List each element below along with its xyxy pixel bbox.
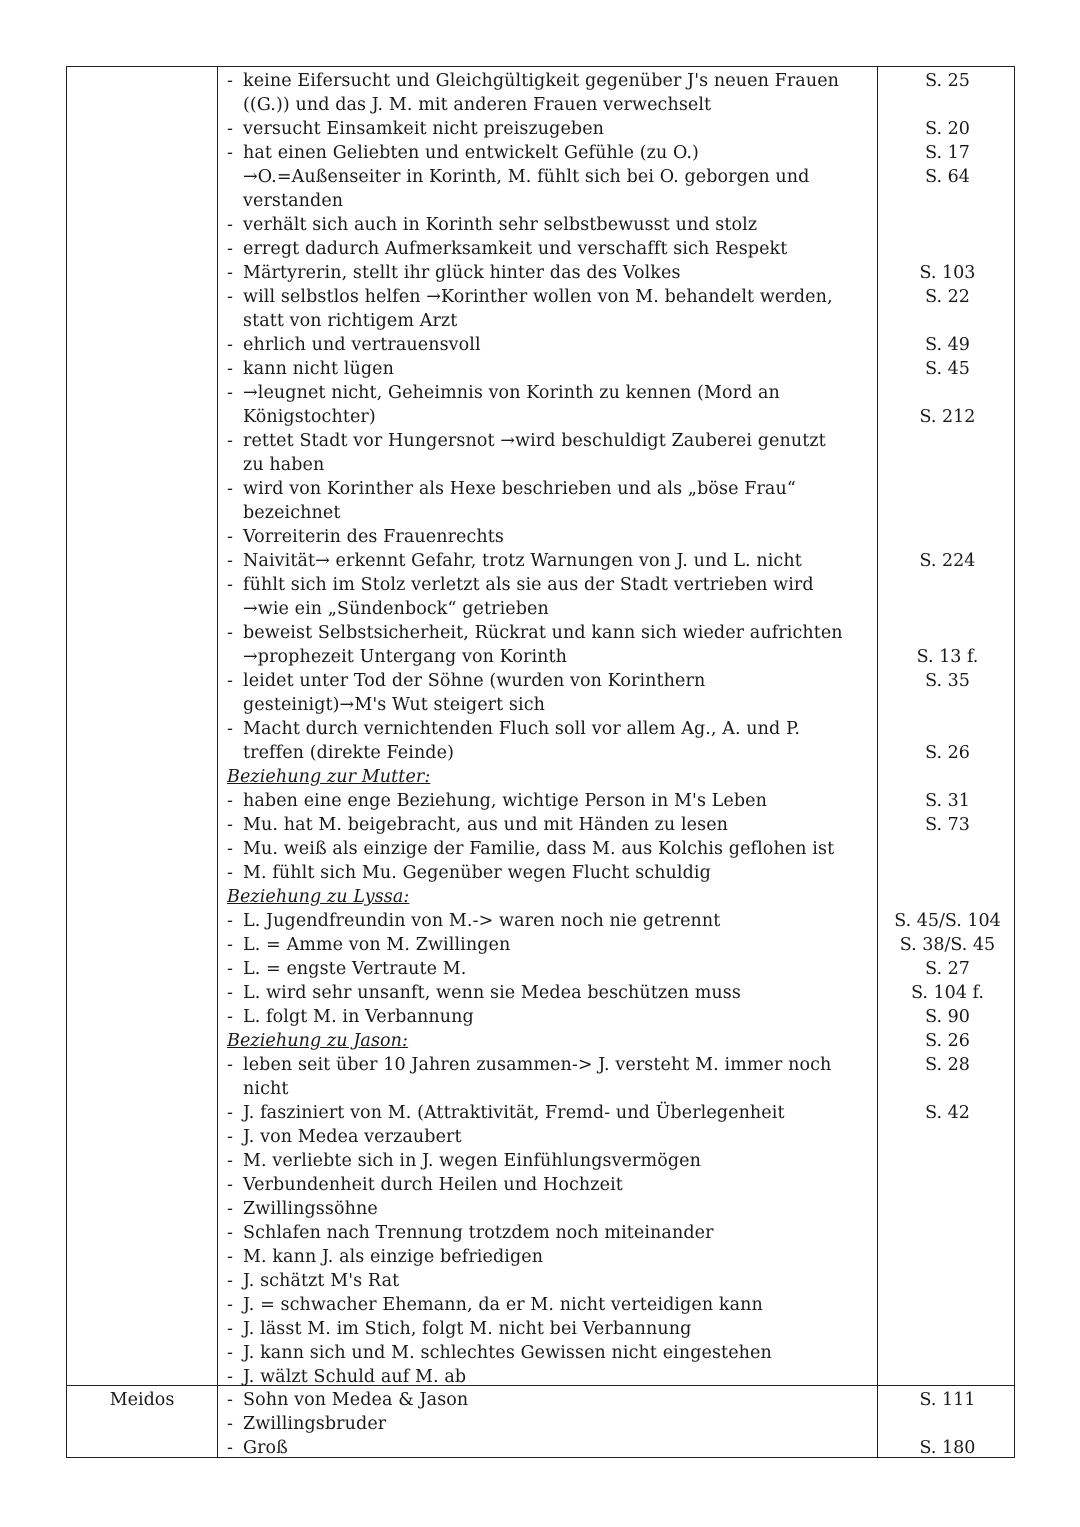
list-item <box>227 429 877 477</box>
list-item-line: M. kann J. als einzige befriedigen <box>243 1247 544 1267</box>
page-ref: S. 22 <box>925 287 970 307</box>
page-ref <box>879 237 1016 261</box>
list-item <box>227 1125 877 1149</box>
bullet-dash: - <box>227 479 234 499</box>
bullet-dash: - <box>227 239 234 259</box>
page-ref: S. 111 <box>919 1390 976 1410</box>
list-item-line: J. kann sich und M. schlechtes Gewissen nicht eingestehen <box>243 1343 772 1363</box>
row-1-notes <box>227 69 877 1389</box>
bullet-dash: - <box>227 1271 234 1291</box>
list-item <box>227 1269 877 1293</box>
page-ref: S. 27 <box>925 959 970 979</box>
list-item-line: beweist Selbstsicherheit, Rückrat und kann sich wieder aufrichten <box>243 623 843 643</box>
bullet-dash: - <box>227 1103 234 1123</box>
list-item <box>227 813 877 837</box>
list-item-line: Mu. weiß als einzige der Familie, dass M. aus Kolchis geflohen ist <box>243 839 835 859</box>
list-item <box>227 1149 877 1173</box>
list-item-line: keine Eifersucht und Gleichgültigkeit gegenüber J's neuen Frauen <box>243 71 840 91</box>
page-ref <box>879 477 1016 501</box>
section-heading: Beziehung zur Mutter: <box>227 767 431 787</box>
list-item <box>227 1245 877 1269</box>
page-ref: S. 212 <box>919 407 976 427</box>
list-item-line: J. fasziniert von M. (Attraktivität, Fremd- und Überlegenheit <box>243 1103 785 1123</box>
list-item <box>227 909 877 933</box>
list-item-line: Vorreiterin des Frauenrechts <box>243 527 504 547</box>
list-item-line: bezeichnet <box>243 503 341 523</box>
list-item <box>227 381 877 429</box>
page-ref <box>879 693 1016 717</box>
list-item-line: →O.=Außenseiter in Korinth, M. fühlt sich bei O. geborgen und <box>243 167 810 187</box>
page-ref: S. 103 <box>919 263 976 283</box>
bullet-dash: - <box>227 71 234 91</box>
list-item-line: leidet unter Tod der Söhne (wurden von Korinthern <box>243 671 706 691</box>
page-ref <box>879 885 1016 909</box>
list-item-line: Zwillingsbruder <box>243 1414 387 1434</box>
bullet-dash: - <box>227 983 234 1003</box>
bullet-dash: - <box>227 863 234 883</box>
page-ref: S. 25 <box>925 71 970 91</box>
page-ref <box>879 1077 1016 1101</box>
list-item-line: →wie ein „Sündenbock“ getrieben <box>243 599 549 619</box>
bullet-dash: - <box>227 1438 234 1458</box>
bullet-dash: - <box>227 623 234 643</box>
list-item <box>227 237 877 261</box>
bullet-dash: - <box>227 1343 234 1363</box>
page-ref: S. 17 <box>925 143 970 163</box>
list-item-line: rettet Stadt vor Hungersnot →wird beschuldigt Zauberei genutzt <box>243 431 826 451</box>
bullet-dash: - <box>227 1247 234 1267</box>
bullet-dash: - <box>227 143 234 163</box>
page-ref: S. 180 <box>919 1438 976 1458</box>
page-ref: S. 28 <box>925 1055 970 1075</box>
list-item <box>227 933 877 957</box>
bullet-dash: - <box>227 671 234 691</box>
section-heading: Beziehung zu Lyssa: <box>227 887 410 907</box>
list-item-line: Naivität→ erkennt Gefahr, trotz Warnungen von J. und L. nicht <box>243 551 802 571</box>
list-item-line: Macht durch vernichtenden Fluch soll vor allem Ag., A. und P. <box>243 719 800 739</box>
bullet-dash: - <box>227 1223 234 1243</box>
list-item <box>227 1221 877 1245</box>
list-item <box>227 837 877 861</box>
bullet-dash: - <box>227 119 234 139</box>
list-item <box>227 957 877 981</box>
list-item-line: Zwillingssöhne <box>243 1199 378 1219</box>
bullet-dash: - <box>227 551 234 571</box>
list-item-line: leben seit über 10 Jahren zusammen-> J. versteht M. immer noch <box>243 1055 832 1075</box>
list-item <box>227 333 877 357</box>
page-ref <box>879 93 1016 117</box>
list-item <box>227 1365 877 1389</box>
list-item-line: →leugnet nicht, Geheimnis von Korinth zu kennen (Mord an <box>243 383 780 403</box>
list-item-line: L. folgt M. in Verbannung <box>243 1007 474 1027</box>
bullet-dash: - <box>227 335 234 355</box>
page-ref <box>879 1412 1016 1436</box>
page-ref <box>879 189 1016 213</box>
list-item <box>227 1317 877 1341</box>
list-item-line: zu haben <box>243 455 325 475</box>
page-ref <box>879 573 1016 597</box>
page-ref: S. 45 <box>925 359 970 379</box>
list-item-line: ehrlich und vertrauensvoll <box>243 335 481 355</box>
list-item-line: verstanden <box>243 191 344 211</box>
bullet-dash: - <box>227 719 234 739</box>
page-ref <box>879 765 1016 789</box>
page-ref: S. 224 <box>919 551 976 571</box>
page-ref <box>879 429 1016 453</box>
list-item <box>227 1197 877 1221</box>
row-2-page-refs <box>879 1388 1016 1460</box>
bullet-dash: - <box>227 911 234 931</box>
bullet-dash: - <box>227 1367 234 1387</box>
page-ref: S. 26 <box>925 1031 970 1051</box>
list-item <box>227 1053 877 1101</box>
list-item-line: ((G.)) und das J. M. mit anderen Frauen verwechselt <box>243 95 712 115</box>
bullet-dash: - <box>227 815 234 835</box>
list-item <box>227 69 877 117</box>
list-item <box>227 1173 877 1197</box>
bullet-dash: - <box>227 287 234 307</box>
bullet-dash: - <box>227 1175 234 1195</box>
list-item <box>227 717 877 765</box>
list-item <box>227 573 877 621</box>
list-item <box>227 1005 877 1029</box>
bullet-dash: - <box>227 1055 234 1075</box>
list-item-line: erregt dadurch Aufmerksamkeit und verschafft sich Respekt <box>243 239 788 259</box>
list-item-line: treffen (direkte Feinde) <box>243 743 454 763</box>
list-item-line: M. fühlt sich Mu. Gegenüber wegen Flucht schuldig <box>243 863 711 883</box>
list-item-line: fühlt sich im Stolz verletzt als sie aus der Stadt vertrieben wird <box>243 575 814 595</box>
page-ref: S. 49 <box>925 335 970 355</box>
list-item-line: wird von Korinther als Hexe beschrieben und als „böse Frau“ <box>243 479 796 499</box>
list-item-line: haben eine enge Beziehung, wichtige Person in M's Leben <box>243 791 767 811</box>
list-item-line: Verbundenheit durch Heilen und Hochzeit <box>243 1175 623 1195</box>
bullet-dash: - <box>227 575 234 595</box>
list-item-line: L. Jugendfreundin von M.-> waren noch nie getrennt <box>243 911 721 931</box>
page-ref <box>879 453 1016 477</box>
list-item-line: Schlafen nach Trennung trotzdem noch miteinander <box>243 1223 714 1243</box>
page-ref <box>879 309 1016 333</box>
bullet-dash: - <box>227 791 234 811</box>
list-item-line: M. verliebte sich in J. wegen Einfühlungsvermögen <box>243 1151 701 1171</box>
list-item <box>227 141 877 213</box>
list-item-line: gesteinigt)→M's Wut steigert sich <box>243 695 545 715</box>
list-item-line: nicht <box>243 1079 289 1099</box>
row-2-notes <box>227 1388 877 1460</box>
page-ref: S. 73 <box>925 815 970 835</box>
page-ref <box>879 501 1016 525</box>
list-item-line: kann nicht lügen <box>243 359 394 379</box>
page-ref: S. 104 f. <box>911 983 984 1003</box>
page-ref: S. 26 <box>925 743 970 763</box>
list-item <box>227 285 877 333</box>
page-ref: S. 31 <box>925 791 970 811</box>
bullet-dash: - <box>227 959 234 979</box>
list-item <box>227 1293 877 1317</box>
page-ref <box>879 381 1016 405</box>
list-item <box>227 549 877 573</box>
list-item <box>227 357 877 381</box>
bullet-dash: - <box>227 1007 234 1027</box>
page-ref: S. 38/S. 45 <box>899 935 996 955</box>
list-item-line: hat einen Geliebten und entwickelt Gefühle (zu O.) <box>243 143 699 163</box>
list-item-line: versucht Einsamkeit nicht preiszugeben <box>243 119 605 139</box>
row-2-name: Meidos <box>109 1390 175 1410</box>
row-1-page-refs <box>879 69 1016 1125</box>
list-item-line: Sohn von Medea & Jason <box>243 1390 469 1410</box>
page-ref: S. 13 f. <box>916 647 979 667</box>
list-item-line: Märtyrerin, stellt ihr glück hinter das des Volkes <box>243 263 681 283</box>
page-ref <box>879 597 1016 621</box>
list-item-line: →prophezeit Untergang von Korinth <box>243 647 568 667</box>
bullet-dash: - <box>227 1414 234 1434</box>
section-heading: Beziehung zu Jason: <box>227 1031 409 1051</box>
page-ref: S. 90 <box>925 1007 970 1027</box>
list-item-line: Königstochter) <box>243 407 376 427</box>
list-item-line: J. von Medea verzaubert <box>243 1127 462 1147</box>
list-item-line: Mu. hat M. beigebracht, aus und mit Händen zu lesen <box>243 815 729 835</box>
list-item-line: J. wälzt Schuld auf M. ab <box>243 1367 467 1387</box>
list-item-line: Groß <box>243 1438 288 1458</box>
bullet-dash: - <box>227 1390 234 1410</box>
page-ref: S. 20 <box>925 119 970 139</box>
page-ref: S. 35 <box>925 671 970 691</box>
bullet-dash: - <box>227 935 234 955</box>
page-ref <box>879 861 1016 885</box>
list-item-line: statt von richtigem Arzt <box>243 311 458 331</box>
bullet-dash: - <box>227 215 234 235</box>
character-table <box>66 66 1015 1458</box>
list-item <box>227 261 877 285</box>
page-ref: S. 42 <box>925 1103 970 1123</box>
list-item-line: L. = Amme von M. Zwillingen <box>243 935 511 955</box>
list-item <box>227 1412 877 1436</box>
list-item <box>227 861 877 885</box>
bullet-dash: - <box>227 1127 234 1147</box>
bullet-dash: - <box>227 1295 234 1315</box>
page-ref: S. 45/S. 104 <box>894 911 1001 931</box>
page-ref <box>879 621 1016 645</box>
list-item <box>227 1101 877 1125</box>
bullet-dash: - <box>227 383 234 403</box>
list-item <box>227 1388 877 1412</box>
bullet-dash: - <box>227 431 234 451</box>
page-ref <box>879 717 1016 741</box>
list-item <box>227 525 877 549</box>
list-item <box>227 621 877 669</box>
page-ref: S. 64 <box>925 167 970 187</box>
list-item <box>227 117 877 141</box>
list-item-line: L. wird sehr unsanft, wenn sie Medea beschützen muss <box>243 983 741 1003</box>
page-ref <box>879 525 1016 549</box>
bullet-dash: - <box>227 263 234 283</box>
list-item-line: J. schätzt M's Rat <box>243 1271 400 1291</box>
page-ref <box>879 213 1016 237</box>
list-item-line: J. lässt M. im Stich, folgt M. nicht bei Verbannung <box>243 1319 692 1339</box>
list-item <box>227 477 877 525</box>
list-item <box>227 789 877 813</box>
list-item-line: will selbstlos helfen →Korinther wollen von M. behandelt werden, <box>243 287 833 307</box>
list-item <box>227 1436 877 1460</box>
list-item <box>227 1341 877 1365</box>
list-item <box>227 669 877 717</box>
bullet-dash: - <box>227 1199 234 1219</box>
bullet-dash: - <box>227 527 234 547</box>
list-item-line: J. = schwacher Ehemann, da er M. nicht verteidigen kann <box>243 1295 763 1315</box>
bullet-dash: - <box>227 1151 234 1171</box>
column-divider-page <box>877 67 878 1457</box>
list-item-line: L. = engste Vertraute M. <box>243 959 467 979</box>
bullet-dash: - <box>227 1319 234 1339</box>
list-item <box>227 213 877 237</box>
column-divider-name <box>217 67 218 1457</box>
list-item <box>227 981 877 1005</box>
list-item-line: verhält sich auch in Korinth sehr selbstbewusst und stolz <box>243 215 758 235</box>
bullet-dash: - <box>227 839 234 859</box>
page-ref <box>879 837 1016 861</box>
bullet-dash: - <box>227 359 234 379</box>
